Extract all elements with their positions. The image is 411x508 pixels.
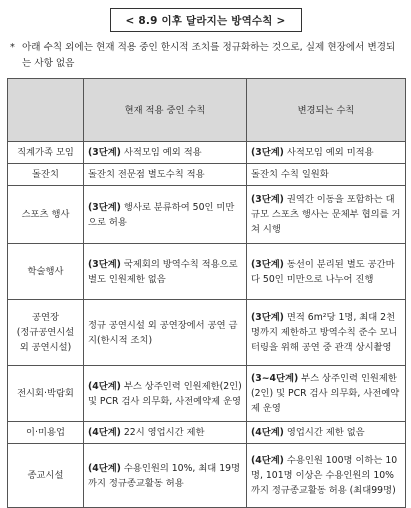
- table-row: [8, 444, 406, 508]
- row-changed: (3~4단계) 부스 상주인력 인원제한(2인) 및 PCR 검사 의무화, 사전예약제 운영: [247, 366, 406, 422]
- row-current: (4단계) 수용인원의 10%, 최대 19명까지 정규종교활동 허용: [84, 444, 247, 508]
- row-changed: (3단계) 면적 6m²당 1명, 최대 2천명까지 제한하고 방역수칙 준수 모니터링을 위해 공연 중 관객 상시촬영: [247, 300, 406, 366]
- row-category: 직계가족 모임: [8, 142, 84, 164]
- header-changed: 변경되는 수칙: [247, 79, 406, 142]
- row-current: (3단계) 국제회의 방역수칙 적용으로 별도 인원제한 없음: [84, 244, 247, 300]
- table-row: [8, 300, 406, 366]
- row-category: 종교시설: [8, 444, 84, 508]
- row-current: (3단계) 행사로 분류하여 50인 미만으로 허용: [84, 186, 247, 244]
- row-category: 학술행사: [8, 244, 84, 300]
- row-current: 정규 공연시설 외 공연장에서 공연 금지(한시적 조치): [84, 300, 247, 366]
- table-row: [8, 366, 406, 422]
- row-changed: (3단계) 권역간 이동을 포함하는 대규모 스포츠 행사는 문체부 협의를 거쳐 시행: [247, 186, 406, 244]
- row-current: (4단계) 22시 영업시간 제한: [84, 422, 247, 444]
- note-body: 아래 수칙 외에는 현재 적용 중인 한시적 조치를 정규화하는 것으로, 실제 현장에서 변경되는 사항 없음: [22, 42, 396, 69]
- row-category: 이·미용업: [8, 422, 84, 444]
- row-category: 전시회·박람회: [8, 366, 84, 422]
- row-category: 공연장 (정규공연시설 외 공연시설): [8, 300, 84, 366]
- row-changed: (3단계) 사적모임 예외 미적용: [247, 142, 406, 164]
- header-current: 현재 적용 중인 수칙: [84, 79, 247, 142]
- header-category: [8, 79, 84, 142]
- table-row: [8, 142, 406, 164]
- row-changed: (4단계) 영업시간 제한 없음: [247, 422, 406, 444]
- rules-table: [7, 78, 406, 508]
- row-category: 스포츠 행사: [8, 186, 84, 244]
- row-current: (3단계) 사적모임 예외 적용: [84, 142, 247, 164]
- table-row: [8, 422, 406, 444]
- table-row: [8, 164, 406, 186]
- table-row: [8, 244, 406, 300]
- row-changed: (4단계) 수용인원 100명 이하는 10명, 101명 이상은 수용인원의 10%까지 정규종교활동 허용 (최대99명): [247, 444, 406, 508]
- row-changed: (3단계) 동선이 분리된 별도 공간마다 50인 미만으로 나누어 진행: [247, 244, 406, 300]
- document-title: < 8.9 이후 달라지는 방역수칙 >: [110, 8, 302, 32]
- row-current: 돌잔치 전문점 별도수칙 적용: [84, 164, 247, 186]
- row-changed: 돌잔치 수칙 일원화: [247, 164, 406, 186]
- table-row: [8, 186, 406, 244]
- note-mark: *: [10, 42, 15, 53]
- note-text: [10, 40, 403, 72]
- row-current: (4단계) 부스 상주인력 인원제한(2인) 및 PCR 검사 의무화, 사전예약제 운영: [84, 366, 247, 422]
- table-header-row: [8, 79, 406, 142]
- row-category: 돌잔치: [8, 164, 84, 186]
